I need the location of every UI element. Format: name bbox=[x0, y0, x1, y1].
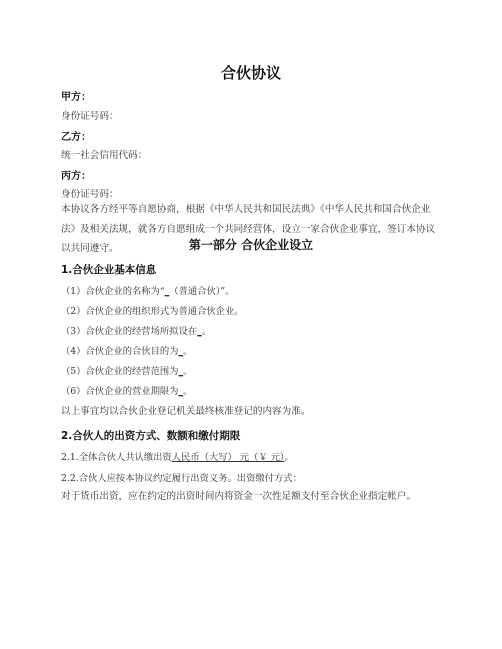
section1-item-4: （4）合伙企业的合伙目的为_。 bbox=[61, 346, 193, 357]
party-b-label: 乙方： bbox=[61, 132, 91, 143]
party-c-label: 丙方： bbox=[61, 171, 91, 182]
document-title: 合伙协议 bbox=[220, 64, 281, 82]
party-c-id: 身份证号码： bbox=[61, 189, 119, 200]
section2-heading: 2.合伙人的出资方式、数额和缴付期限 bbox=[61, 430, 241, 442]
section1-item-3: （3）合伙企业的经营场所拟设在_。 bbox=[61, 326, 212, 337]
part1-heading: 第一部分 合伙企业设立 bbox=[188, 238, 314, 252]
section1-item-1: （1）合伙企业的名称为“_（普通合伙）”。 bbox=[61, 286, 235, 297]
section1-item-2: （2）合伙企业的组织形式为普通合伙企业。 bbox=[61, 306, 244, 317]
section1-item-5: （5）合伙企业的经营范围为_。 bbox=[61, 366, 193, 377]
section1-note: 以上事宜均以合伙企业登记机关最终核准登记的内容为准。 bbox=[61, 406, 311, 417]
party-b-code: 统一社会信用代码： bbox=[61, 150, 148, 161]
section1-item-6: （6）合伙企业的营业期限为_。 bbox=[61, 386, 193, 397]
section2-clause-3: 对于货币出资，应在约定的出资时间内将资金一次性足额支付至合伙企业指定帐户。 bbox=[61, 491, 416, 502]
section2-clause-1: 2.1.全体合伙人共认缴出资人民币（大写） 元（￥ 元）。 bbox=[61, 452, 294, 463]
section1-heading: 1.合伙企业基本信息 bbox=[61, 264, 157, 276]
preamble: 本协议各方经平等自愿协商，根据《中华人民共和国民法典》《中华人民共和国合伙企业法》及相关法规，就各方自愿组成一个共同经营体，设立一家合伙企业事宜，签订本协议以共同遵守。 bbox=[61, 204, 436, 254]
section2-clause-2: 2.2.合伙人应按本协议约定履行出资义务。出资缴付方式： bbox=[61, 473, 302, 484]
party-a-id: 身份证号码： bbox=[61, 111, 119, 122]
party-a-label: 甲方： bbox=[61, 92, 91, 103]
